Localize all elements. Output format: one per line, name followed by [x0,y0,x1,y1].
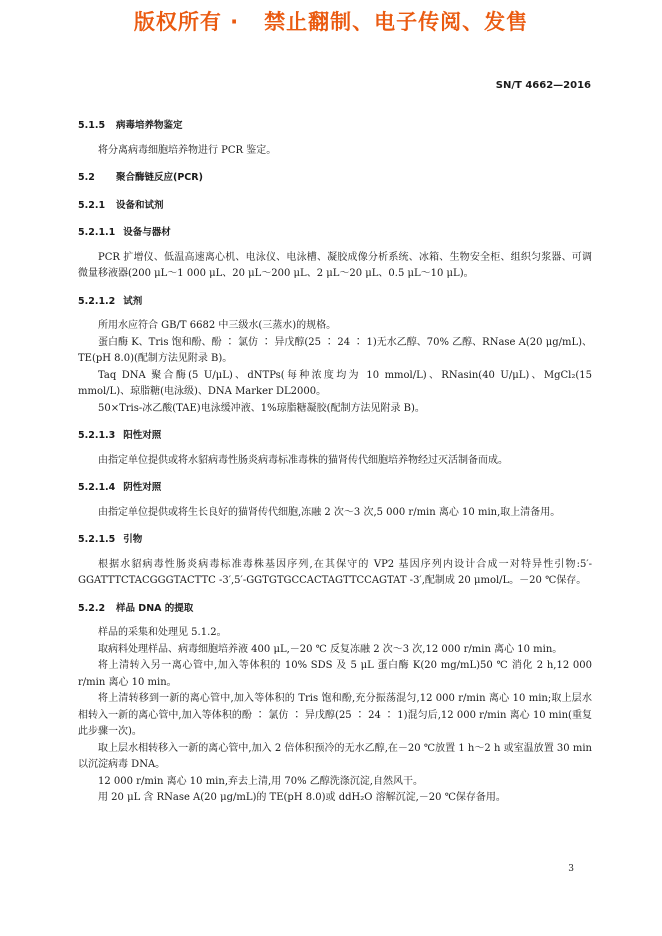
heading-5-2-1-1 [78,225,592,242]
section-number: 5.2.1 [78,199,106,211]
paragraph: 50×Tris-冰乙酸(TAE)电泳缓冲液、1%琼脂糖凝胶(配制方法见附录 B)。 [98,402,425,414]
heading-5-2-1-3 [78,428,592,445]
heading-5-2-1 [78,198,592,215]
heading-5-2-2 [78,601,592,618]
standard-code: SN/T 4662—2016 [495,80,591,91]
document-body [78,118,592,807]
section-title: 样品 DNA 的提取 [116,602,194,614]
paragraph: 取病料处理样品、病毒细胞培养液 400 μL,－20 ℃ 反复冻融 2 次～3 次,12 000 r/min 离心 10 min。 [98,643,563,655]
section-number: 5.2.1.2 [78,295,116,307]
paragraph: 12 000 r/min 离心 10 min,弃去上清,用 70% 乙醇洗涤沉淀,自然风干。 [98,775,423,787]
section-title: 阳性对照 [123,430,162,441]
paragraph: 根据水貂病毒性肠炎病毒标准毒株基因序列,在其保守的 VP2 基因序列内设计合成一对特异性引物:5′-GGATTTCTACGGGTACTTC -3′,5′-GGTGTGCCACTAGTTCCAGTAT -3′,配制成 20 μmol/L。－20 ℃保存。 [78,558,592,586]
paragraph: 将分离病毒细胞培养物进行 PCR 鉴定。 [98,144,277,156]
section-title: 设备与器材 [123,227,171,238]
heading-5-2-1-2 [78,294,592,311]
heading-5-2-1-5 [78,532,592,549]
section-title: 设备和试剂 [116,199,164,211]
section-title: 引物 [123,534,143,545]
section-number: 5.2.2 [78,602,106,614]
page-number: 3 [568,864,574,874]
section-number: 5.2.1.3 [78,430,116,441]
section-number: 5.2.1.4 [78,482,116,493]
section-title: 阴性对照 [123,482,162,493]
paragraph: 取上层水相转移入一新的离心管中,加入 2 倍体积预冷的无水乙醇,在－20 ℃放置 1 h～2 h 或室温放置 30 min 以沉淀病毒 DNA。 [78,742,592,770]
section-number: 5.2 [78,172,95,183]
heading-5-2 [78,170,592,187]
heading-5-2-1-4 [78,480,592,497]
section-number: 5.2.1.1 [78,227,116,238]
section-number: 5.1.5 [78,120,106,131]
paragraph: Taq DNA 聚合酶(5 U/μL)、dNTPs(每种浓度均为 10 mmol/L)、RNasin(40 U/μL)、MgCl₂(15 mmol/L)、琼脂糖(电泳级)、DNA Marker DL2000。 [78,369,592,397]
paragraph: 用 20 μL 含 RNase A(20 μg/mL)的 TE(pH 8.0)或 ddH₂O 溶解沉淀,－20 ℃保存备用。 [98,792,506,803]
section-title: 试剂 [123,295,143,307]
section-title: 病毒培养物鉴定 [116,120,183,131]
heading-5-1-5 [78,118,592,135]
paragraph: 蛋白酶 K、Tris 饱和酚、酚 ∶ 氯仿 ∶ 异戊醇(25 ∶ 24 ∶ 1)无水乙醇、70% 乙醇、RNase A(20 μg/mL)、TE(pH 8.0)(配制方法见附录 B)。 [78,336,592,364]
paragraph: PCR 扩增仪、低温高速离心机、电泳仪、电泳槽、凝胶成像分析系统、冰箱、生物安全柜、组织匀浆器、可调微量移液器(200 μL～1 000 μL、20 μL～200 μL、2 μL～20 μL、0.5 μL～10 μL)。 [78,251,592,279]
paragraph: 将上清转入另一离心管中,加入等体积的 10% SDS 及 5 μL 蛋白酶 K(20 mg/mL)50 ℃ 消化 2 h,12 000 r/min 离心 10 min。 [78,660,592,688]
paragraph: 所用水应符合 GB/T 6682 中三级水(三蒸水)的规格。 [98,320,337,331]
section-title: 聚合酶链反应(PCR) [116,172,203,183]
section-number: 5.2.1.5 [78,534,116,545]
paragraph: 将上清转移到一新的离心管中,加入等体积的 Tris 饱和酚,充分振荡混匀,12 000 r/min 离心 10 min;取上层水相转入一新的离心管中,加入等体积的酚 ∶ 氯仿 ∶ 异戊醇(25 ∶ 24 ∶ 1)混匀后,12 000 r/min 离心 10 min(重复此步骤一次)。 [78,693,592,737]
watermark-copyright: 版权所有 · 禁止翻制、电子传阅、发售 [133,10,529,34]
paragraph: 由指定单位提供或将水貂病毒性肠炎病毒标准毒株的猫肾传代细胞培养物经过灭活制备而成。 [98,454,508,466]
paragraph: 由指定单位提供或将生长良好的猫肾传代细胞,冻融 2 次～3 次,5 000 r/min 离心 10 min,取上清备用。 [98,506,561,518]
paragraph: 样品的采集和处理见 5.1.2。 [98,627,227,638]
